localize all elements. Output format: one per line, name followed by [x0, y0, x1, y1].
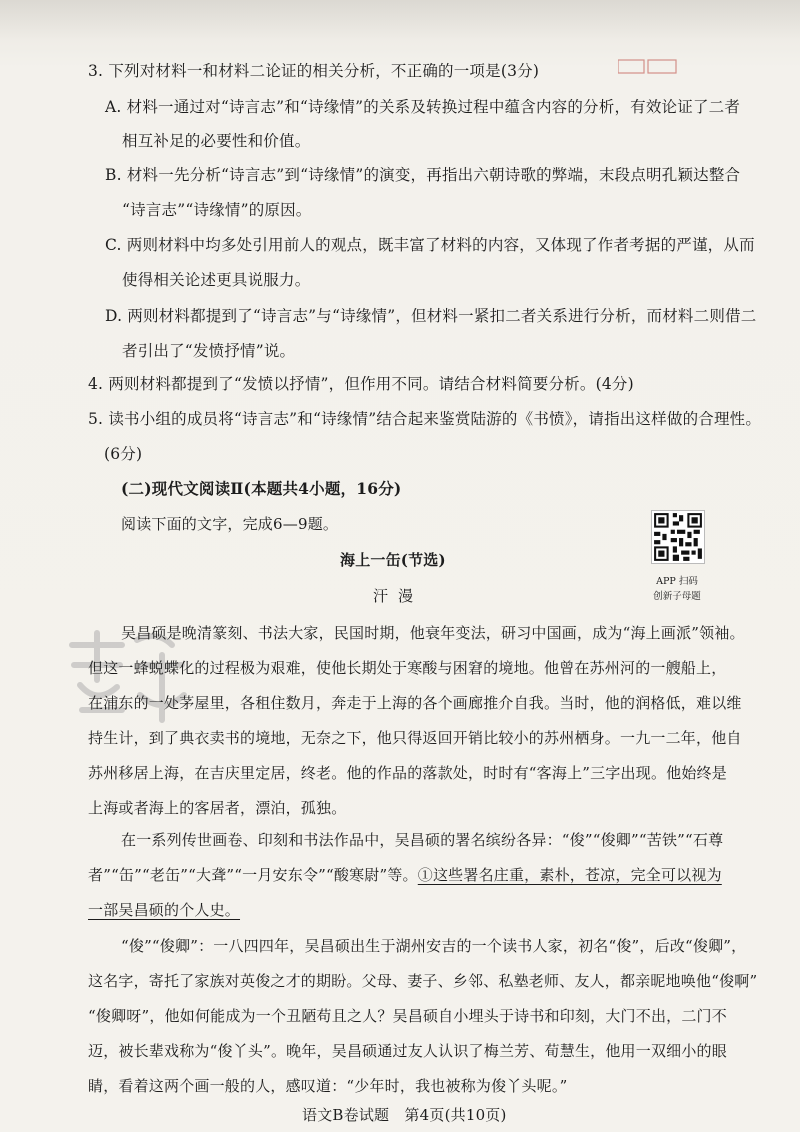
p1-line6: 上海或者海上的客居者，漂泊，孤独。	[88, 799, 347, 817]
p1-line4: 持生计，到了典衣卖书的境地，无奈之下，他只得返回开销比较小的苏州栖身。一九一二年，他自	[88, 729, 742, 747]
p1-line3: 在浦东的一处茅屋里，各租住数月，奔走于上海的各个画廊推介自我。当时，他的润格低，难以维	[88, 694, 742, 712]
q5-stem-line1: 5. 读书小组的成员将“诗言志”和“诗缘情”结合起来鉴赏陆游的《书愤》，请指出这样做的合理性。	[88, 410, 762, 428]
p2-line1: 在一系列传世画卷、印刻和书法作品中，吴昌硕的署名缤纷各异：“俊”“俊卿”“苦铁”“石尊	[121, 831, 724, 849]
p3-line1: “俊”“俊卿”：一八四四年，吴昌硕出生于湖州安吉的一个读书人家，初名“俊”，后改“俊卿”，	[121, 937, 747, 955]
p2-line2-text: 者”“缶”“老缶”“大聋”“一月安东令”“酸寒尉”等。	[88, 866, 418, 884]
p2-line2	[88, 864, 722, 886]
q3-option-c-line2: 使得相关论述更具说服力。	[122, 271, 311, 289]
q5-stem-line2: (6分)	[104, 445, 143, 463]
qr-caption-line2: 创新子母题	[653, 591, 701, 602]
q3-option-b-line1: B. 材料一先分析“诗言志”到“诗缘情”的演变，再指出六朝诗歌的弊端，末段点明孔颖达整合	[105, 166, 741, 184]
p3-line4: 迈，被长辈戏称为“俊丫头”。晚年，吴昌硕通过友人认识了梅兰芳、荀慧生，他用一双细小的眼	[88, 1042, 727, 1060]
section-title: (二)现代文阅读Ⅱ(本题共4小题，16分)	[121, 479, 402, 498]
red-stamp-mark	[618, 58, 678, 76]
p1-line5: 苏州移居上海，在吉庆里定居，终老。他的作品的落款处，时时有“客海上”三字出现。他始终是	[88, 764, 727, 782]
article-author: 汗漫	[373, 587, 424, 605]
q3-stem: 3. 下列对材料一和材料二论证的相关分析，不正确的一项是(3分)	[88, 62, 540, 80]
p1-line1: 吴昌硕是晚清篆刻、书法大家，民国时期，他衰年变法，研习中国画，成为“海上画派”领袖。	[121, 624, 745, 642]
q3-option-c-line1: C. 两则材料中均多处引用前人的观点，既丰富了材料的内容，又体现了作者考据的严谨，从而	[105, 236, 755, 254]
p3-line5: 睛，看着这两个画一般的人，感叹道：“少年时，我也被称为俊丫头呢。”	[88, 1077, 568, 1095]
q3-option-d-line1: D. 两则材料都提到了“诗言志”与“诗缘情”，但材料一紧扣二者关系进行分析，而材料二则借二	[105, 307, 757, 325]
q3-option-a-line1: A. 材料一通过对“诗言志”和“诗缘情”的关系及转换过程中蕴含内容的分析，有效论证了二者	[105, 98, 741, 116]
q4-stem: 4. 两则材料都提到了“发愤以抒情”，但作用不同。请结合材料简要分析。(4分)	[88, 375, 634, 393]
p3-line2: 这名字，寄托了家族对英俊之才的期盼。父母、妻子、乡邻、私塾老师、友人，都亲昵地唤他“俊啊”	[88, 972, 758, 990]
q3-option-b-line2: “诗言志”“诗缘情”的原因。	[122, 201, 312, 219]
q3-option-a-line2: 相互补足的必要性和价值。	[122, 132, 311, 150]
section-instruction: 阅读下面的文字，完成6—9题。	[121, 515, 339, 533]
p2-line3-underlined: 一部吴昌硕的个人史。	[88, 901, 241, 919]
qr-code-icon[interactable]	[651, 510, 705, 564]
qr-caption-line1: APP 扫码	[656, 576, 698, 587]
p1-line2: 但这一蜂蜕蝶化的过程极为艰难，使他长期处于寒酸与困窘的境地。他曾在苏州河的一艘船上，	[88, 659, 727, 677]
p3-line3: “俊卿呀”，他如何能成为一个丑陋苟且之人？吴昌硕自小埋头于诗书和印刻，大门不出，二门不	[88, 1007, 727, 1025]
article-title: 海上一缶(节选)	[340, 551, 446, 569]
page-top-shadow	[0, 0, 800, 40]
page-footer: 语文B卷试题 第4页(共10页)	[302, 1106, 507, 1124]
p2-underlined-sentence: ①这些署名庄重，素朴，苍凉，完全可以视为	[417, 866, 722, 884]
q3-option-d-line2: 者引出了“发愤抒情”说。	[122, 342, 296, 360]
